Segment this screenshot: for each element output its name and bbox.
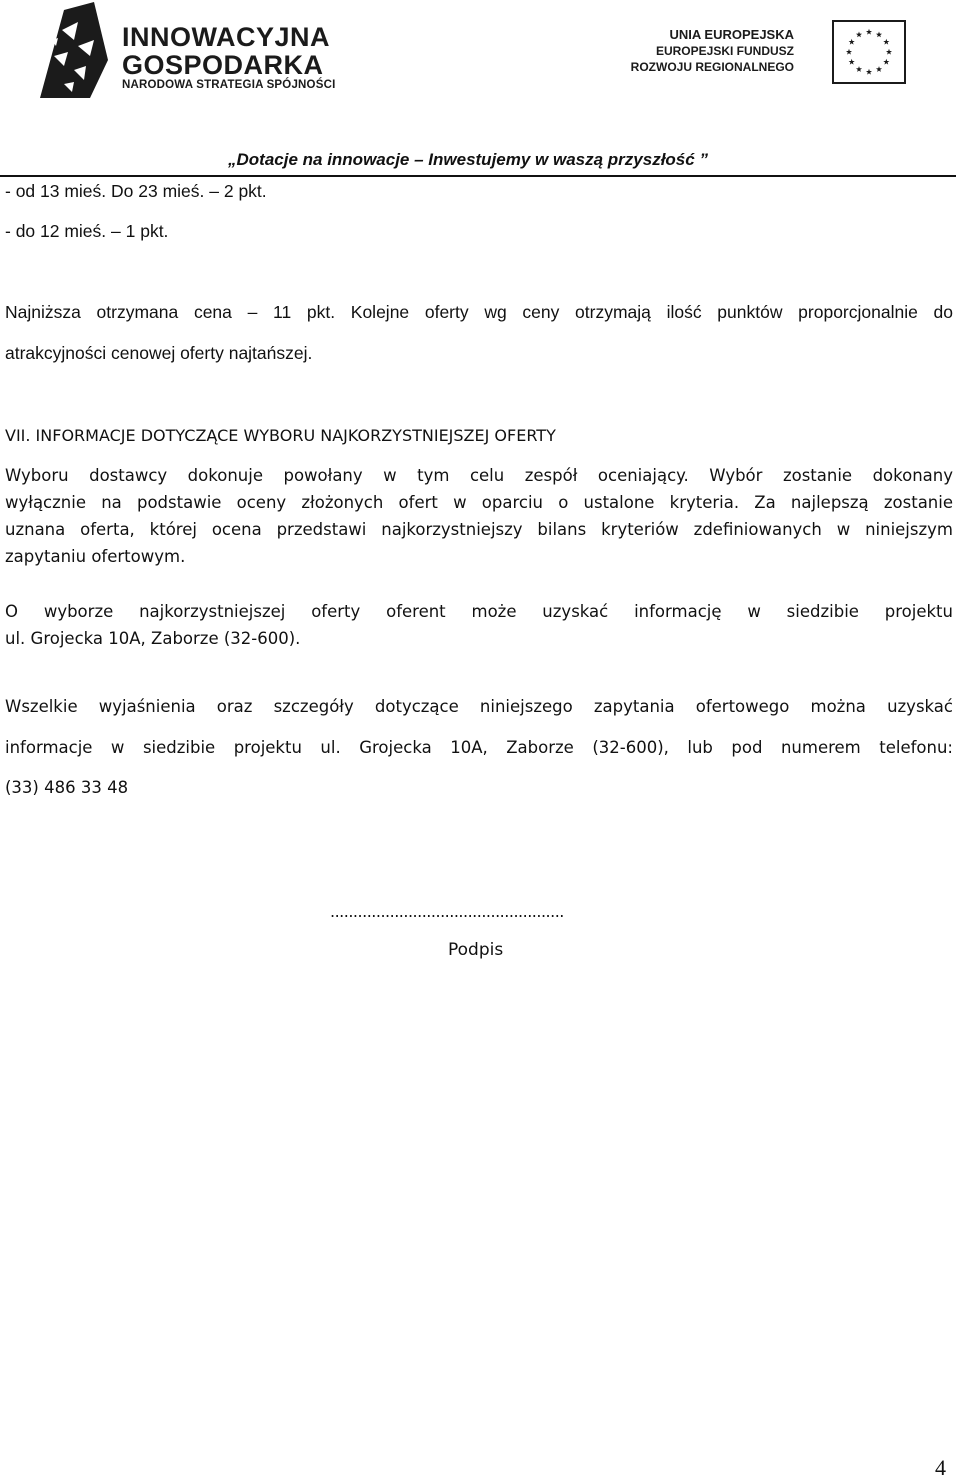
paragraph-line: (33) 486 33 48 (5, 778, 129, 797)
logo-line-strategia: NARODOWA STRATEGIA SPÓJNOŚCI (122, 79, 336, 91)
paragraph-line: informacje w siedzibie projektu ul. Grojecka 10A, Zaborze (32-600), lub pod numerem telefonu: (5, 738, 953, 757)
eu-logo-line-3: ROZWOJU REGIONALNEGO (630, 60, 794, 74)
list-item: - od 13 mieś. Do 23 mieś. – 2 pkt. (5, 181, 267, 201)
eu-logo-line-1: UNIA EUROPEJSKA (669, 27, 794, 42)
eu-logo-text (631, 26, 794, 75)
logo-line-gospodarka: GOSPODARKA (122, 50, 324, 80)
logo-line-innowacyjna: INNOWACYJNA (122, 22, 331, 52)
paragraph-line: uznana oferta, której ocena przedstawi najkorzystniejszy bilans kryteriów zdefiniowanych w niniejszym (5, 520, 953, 539)
eu-fund-logo (628, 20, 906, 86)
section-heading: VII. INFORMACJE DOTYCZĄCE WYBORU NAJKORZYSTNIEJSZEJ OFERTY (5, 426, 556, 445)
signature-line: ................................................... (330, 902, 564, 921)
paragraph-line: wyłącznie na podstawie oceny złożonych ofert w oparciu o ustalone kryteria. Za najlepszą zostanie (5, 493, 953, 512)
paragraph-line: Najniższa otrzymana cena – 11 pkt. Kolejne oferty wg ceny otrzymają ilość punktów proporcjonalnie do (5, 302, 953, 322)
signature-label: Podpis (448, 940, 504, 960)
paragraph-line: O wyborze najkorzystniejszej oferty oferent może uzyskać informację w siedzibie projektu (5, 602, 953, 621)
paragraph-line: atrakcyjności cenowej oferty najtańszej. (5, 343, 313, 363)
innowacyjna-gospodarka-mark-icon (34, 0, 114, 100)
eu-logo-line-2: EUROPEJSKI FUNDUSZ (655, 44, 794, 58)
paragraph-line: Wyboru dostawcy dokonuje powołany w tym celu zespół oceniający. Wybór zostanie dokonany (5, 466, 953, 485)
list-item: - do 12 mieś. – 1 pkt. (5, 221, 169, 241)
paragraph-line: zapytaniu ofertowym. (5, 547, 186, 566)
eu-flag-icon (832, 20, 906, 84)
paragraph-line: ul. Grojecka 10A, Zaborze (32-600). (5, 629, 301, 648)
header-divider (0, 175, 956, 177)
project-motto: „Dotacje na innowacje – Inwestujemy w waszą przyszłość ” (228, 150, 708, 169)
page-number: 4 (935, 1455, 946, 1480)
paragraph-line: Wszelkie wyjaśnienia oraz szczegóły dotyczące niniejszego zapytania ofertowego można uzyskać (5, 697, 953, 716)
innowacyjna-gospodarka-logo (34, 0, 354, 100)
